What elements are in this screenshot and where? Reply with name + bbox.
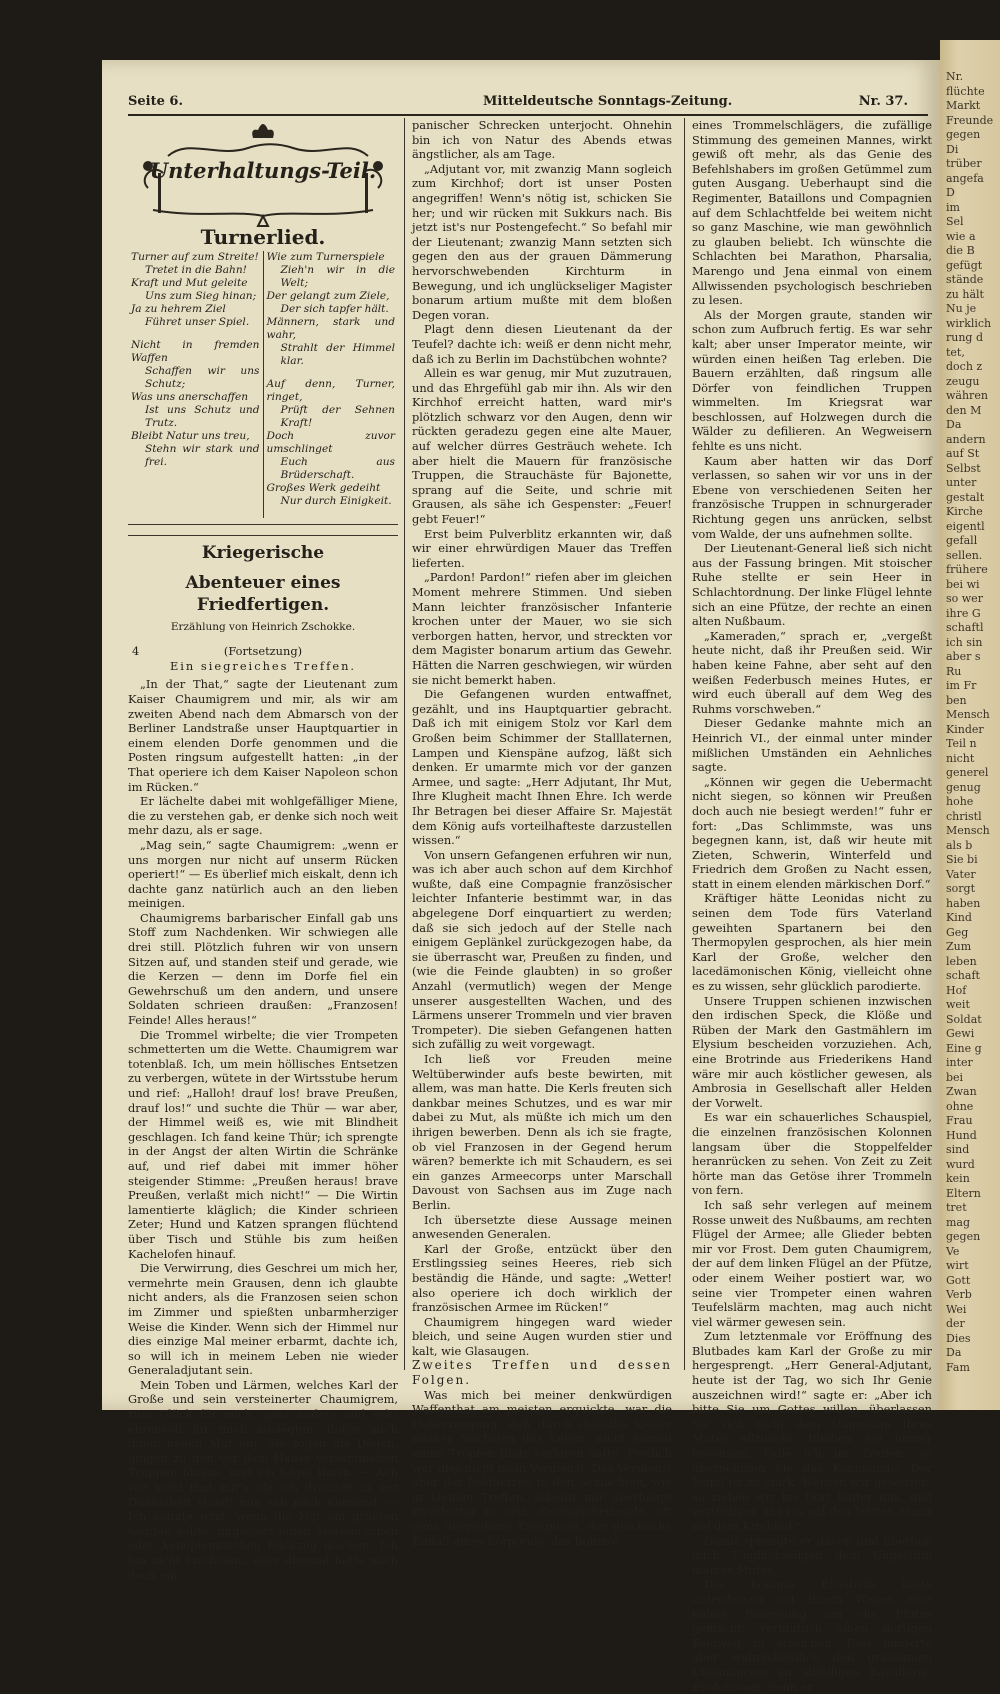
poem-line: Zieh'n wir in die Welt; bbox=[280, 263, 395, 289]
poem-line: Turner auf zum Streite! bbox=[131, 250, 259, 263]
section-ornament bbox=[128, 118, 398, 228]
next-page-fragment: stände bbox=[946, 273, 984, 286]
next-page-fragment: Vater bbox=[946, 867, 976, 881]
poem-line: Auf denn, Turner, ringet, bbox=[266, 377, 395, 403]
paragraph: „Kameraden,“ sprach er, „vergeßt heute nicht, daß ihr Preußen seid. Wir haben keine Fahne, aber seht auf den weißen Federbusch meines Hutes, er wird euch überall auf dem Weg des Ruhms vorschweben.“ bbox=[692, 628, 932, 716]
next-page-fragment: schaftl bbox=[946, 621, 984, 634]
paragraph: „Können wir gegen die Uebermacht nicht siegen, so können wir Preußen doch auch nie besiegt werden!“ fuhr er fort: „Das Schlimmste, was uns begegnen kann, ist, daß wir heute mit Zieten, Schwerin, Winterfeld und Friedrich dem Großen zu Nacht essen, statt in einem elenden märkischen Dorf.“ bbox=[692, 774, 932, 891]
next-page-fragment: unter bbox=[946, 476, 977, 489]
next-page-fragment: Eltern bbox=[946, 1186, 981, 1200]
poem-line: Doch zuvor umschlinget bbox=[266, 429, 395, 455]
next-page-fragment: Eine g bbox=[946, 1041, 982, 1055]
next-page-fragment: Frau bbox=[946, 1114, 973, 1127]
next-page-fragment: nicht bbox=[946, 751, 975, 765]
paragraph: panischer Schrecken unterjocht. Ohnehin bin ich von Natur des Abends etwas ängstlicher, als am Tage. bbox=[412, 118, 672, 162]
poem-line: Wie zum Turnerspiele bbox=[266, 250, 385, 263]
next-page-fragment: Teil n bbox=[946, 737, 977, 750]
next-page-fragment: gegen bbox=[946, 1230, 981, 1243]
poem-line: Der sich tapfer hält. bbox=[280, 302, 389, 315]
paragraph: Die Trommel wirbelte; die vier Trompeten schmetterten um die Wette. Chaumigrem war totenblaß. Ich, um mein höllisches Entsetzen zu verbergen, wütete in der Wirtsstube herum und rief: „Halloh! drauf los! brave Preußen, drauf los!“ und suchte die Thür — war aber, der Himmel weiß es, wie mit Blindheit geschlagen. Ich fand keine Thür; ich sprengte in der Angst der alten Wirtin die Schränke auf, und rief dabei mit immer höher steigender Stimme: „Preußen heraus! brave Preußen, verlaßt mich nicht!“ — Die Wirtin lamentierte kläglich; die Kinder schrieen Zeter; Hund und Katzen sprangen flüchtend über Tisch und Stühle bis zum heißen Kachelofen hinauf. bbox=[128, 1027, 398, 1261]
next-page-fragment: zeugu bbox=[946, 374, 980, 388]
paragraph: Kaum aber hatten wir das Dorf verlassen, so sahen wir vor uns in der Ebene von verschiedenen Seiten her französische Truppen in schnurgerader Richtung gegen uns anrücken, selbst vom Walde, der uns aufnehmen sollte. bbox=[692, 453, 932, 541]
next-page-fragment: ohne bbox=[946, 1099, 974, 1113]
poem-line: Der gelangt zum Ziele, bbox=[266, 289, 390, 302]
poem-stanza bbox=[131, 339, 260, 469]
next-page-fragment: Mensch bbox=[946, 708, 990, 721]
next-page-fragment: ihre G bbox=[946, 606, 981, 620]
paragraph: „Mag sein,“ sagte Chaumigrem: „wenn er uns morgen nur nicht auf unserm Rücken operiert!“ — Es überlief mich eiskalt, denn ich dachte ganz natürlich auch an den lieben meinigen. bbox=[128, 837, 398, 911]
next-page-fragment: Sie bi bbox=[946, 853, 978, 866]
poem-line: Was uns anerschaffen bbox=[131, 390, 249, 403]
next-page-fragment: inter bbox=[946, 1056, 973, 1069]
next-page-fragment: ich sin bbox=[946, 635, 983, 649]
next-page-fragment: leben bbox=[946, 954, 977, 968]
section-title: Unterhaltungs-Teil. bbox=[149, 158, 377, 183]
next-page-fragment: im bbox=[946, 200, 960, 214]
next-page-fragment: Zum bbox=[946, 940, 972, 953]
column-3-text bbox=[692, 118, 932, 1694]
paragraph: Er lächelte dabei mit wohlgefälliger Miene, die zu verstehen gab, er denke sich noch weit mehr dazu, als er sage. bbox=[128, 794, 398, 838]
next-page-fragment: Geg bbox=[946, 925, 969, 939]
next-page-fragment: währen bbox=[946, 389, 988, 402]
next-page-fragment: genug bbox=[946, 780, 981, 794]
next-page-fragment: weit bbox=[946, 998, 970, 1011]
next-page-fragment: Da bbox=[946, 418, 962, 431]
paragraph: Chaumigrem hingegen ward wieder bleich, und seine Augen wurden stier und kalt, wie Glasaugen. bbox=[412, 1314, 672, 1358]
next-page-fragment: tet, bbox=[946, 345, 965, 359]
next-page-fragment: Selbst bbox=[946, 461, 981, 475]
poem bbox=[128, 251, 398, 525]
continued-label: (Fortsetzung) bbox=[223, 644, 303, 659]
paragraph: Als der Morgen graute, standen wir schon zum Aufbruch fertig. Es war sehr kalt; aber unser Imperator meinte, wir würden einen heißen Tag erleben. Die Bauern erzählten, daß ringsum alle Dörfer von feindlichen Truppen wimmelten. Im Kriegsrat war beschlossen, auf Holzwegen durch die Wälder zu defilieren. An Wegweisern fehlte es uns nicht. bbox=[692, 307, 932, 454]
next-page-fragment: Mensch bbox=[946, 824, 990, 837]
next-page-fragment: gestalt bbox=[946, 490, 985, 504]
next-page-fragment: wie a bbox=[946, 229, 976, 243]
next-page-fragment: wirklich bbox=[946, 316, 992, 330]
poem-stanza bbox=[131, 251, 260, 329]
chapter-heading: Ein siegreiches Treffen. bbox=[169, 658, 357, 673]
paragraph: Unsere Truppen schienen inzwischen den irdischen Speck, die Klöße und Rüben der Mark den Gastmählern im Elysium bescheiden vorzuziehen. Ach, eine Brotrinde aus Friederikens Hand wäre mir auch köstlicher gewesen, als Ambrosia in Gesellschaft aller Helden der Vorwelt. bbox=[692, 993, 932, 1110]
paragraph: Karl der Große, entzückt über den Erstlingssieg seines Heeres, rieb sich beständig die Hände, und sagte: „Wetter! also operiere ich doch wirklich der französischen Armee im Rücken!“ bbox=[412, 1241, 672, 1315]
column-2 bbox=[412, 118, 672, 1548]
next-page-fragment: christl bbox=[946, 809, 982, 823]
column-1-text bbox=[128, 677, 398, 1582]
next-page-fragment: Markt bbox=[946, 99, 981, 112]
next-page-fragment: Gewi bbox=[946, 1027, 975, 1040]
next-page-fragment: Nu je bbox=[946, 302, 977, 315]
story-byline: Erzählung von Heinrich Zschokke. bbox=[170, 620, 356, 633]
story-title-line2: Abenteuer eines Friedfertigen. bbox=[185, 572, 341, 615]
next-page-fragment: wurd bbox=[946, 1157, 975, 1171]
poem-line: Ist uns Schutz und Trutz. bbox=[145, 403, 260, 429]
poem-column-left bbox=[128, 251, 263, 518]
next-page-fragment: auf St bbox=[946, 447, 980, 460]
next-page-fragment: andern bbox=[946, 432, 986, 446]
poem-line: Strahlt der Himmel klar. bbox=[280, 341, 395, 367]
installment-number: 4 bbox=[132, 644, 140, 659]
poem-line: Bleibt Natur uns treu, bbox=[131, 429, 250, 442]
next-page-fragment: den M bbox=[946, 403, 982, 417]
paragraph: Die Verwirrung, dies Geschrei um mich her, vermehrte mein Grausen, denn ich glaubte nicht anders, als die Franzosen seien schon im Zimmer und spießten unbarmherziger Weise die Kinder. Wenn sich der Himmel nur dies einzige Mal meiner erbarmt, dachte ich, so will ich in meinem Leben nie wieder Generaladjutant sein. bbox=[128, 1261, 398, 1378]
next-page-fragment: Freunde bbox=[946, 113, 994, 127]
paragraph: Der Lieutenant-General ließ sich nicht aus der Fassung bringen. Mit stoischer Ruhe stellte er sein Heer in Schlachtordnung. Der linke Flügel lehnte sich an eine Pfütze, der rechte an einen alten Nußbaum. bbox=[692, 541, 932, 629]
poem-line: Tretet in die Bahn! bbox=[145, 263, 247, 276]
next-page-fragment: sind bbox=[946, 1143, 970, 1156]
paragraph: Ich saß sehr verlegen auf meinem Rosse unweit des Nußbaums, am rechten Flügel der Armee; alle Glieder bebten mir vor Frost. Dem guten Chaumigrem, der auf dem linken Flügel an der Pfütze, oder einem Weiher postiert war, wo seine vier Trompeter einen wahren Teufelslärm machten, mag auch nicht viel wärmer gewesen sein. bbox=[692, 1197, 932, 1329]
poem-line: Führet unser Spiel. bbox=[145, 315, 250, 328]
story-title-line1: Kriegerische bbox=[128, 535, 398, 564]
next-page-fragment: Da bbox=[946, 1346, 962, 1359]
continuation-line bbox=[128, 644, 398, 659]
next-page-fragment: Ve bbox=[946, 1244, 960, 1258]
column-1 bbox=[128, 118, 398, 1582]
next-page-fragment: Sel bbox=[946, 215, 964, 228]
next-page-fragment: schaft bbox=[946, 969, 980, 982]
next-page-fragment: Zwan bbox=[946, 1085, 977, 1098]
next-page-fragment: Hund bbox=[946, 1128, 977, 1142]
next-page-fragment: der bbox=[946, 1317, 965, 1330]
next-page-fragment: Soldat bbox=[946, 1012, 982, 1026]
paragraph: Damit sprengte er davon und überließ mich Unglückseligen dem Ungestüm meines Mutes. bbox=[692, 1533, 932, 1577]
next-page-fragment: zu hält bbox=[946, 287, 984, 301]
poem-line: Nicht in fremden Waffen bbox=[131, 338, 260, 364]
next-page-fragment: D bbox=[946, 186, 955, 199]
paragraph: Mein Toben und Lärmen, welches Karl der Große und sein versteinerter Chaumigrem, zum Glück für mich, ganz anders und sehr ehrenvoll für mich auslegten, flößte auch ihnen neuen Mut ein. Sie zogen die Degen, gingen zu den vor dem Hause versammelten Truppen hinaus, und ich folgte ihnen. — Ach wie wohl that mir's, da ich draußen in der Dunkelheit stand! nun sah mich niemand. — Ich konnte jetzt, wenn die Not am größten werden sollte, ungestört einen Moreau'schen oder Xenophontischen Rückzug machen. Ich bin nicht furchtsam, aber diesmal hatte mich doch ein bbox=[128, 1377, 398, 1582]
next-page-fragment: sorgt bbox=[946, 882, 975, 895]
chapter-heading-2: Zweites Treffen und dessen Folgen. bbox=[412, 1358, 672, 1388]
next-page-fragment: gegen bbox=[946, 128, 981, 141]
next-page-fragment: Di bbox=[946, 142, 959, 156]
column-rule bbox=[404, 118, 405, 1370]
paragraph: Die Gefangenen wurden entwaffnet, gezählt, und ins Hauptquartier gebracht. Daß ich mit einigem Stolz vor Karl dem Großen beim Schimmer der Stalllaternen, Lampen und Kienspäne aufzog, läßt sich denken. Er umarmte mich vor der ganzen Armee, und sagte: „Herr Adjutant, Ihr Mut, Ihre Klugheit macht Ihnen Ehre. Ich werde Ihr Betragen bei dieser Affaire Sr. Majestät dem König aufs vorteilhafteste darzustellen wissen.“ bbox=[412, 687, 672, 848]
next-page-fragment: doch z bbox=[946, 360, 983, 373]
next-page-fragment: gefügt bbox=[946, 258, 983, 272]
next-page-fragment: rung d bbox=[946, 331, 984, 344]
poem-line: Großes Werk gedeiht bbox=[266, 481, 381, 494]
next-page-fragment: tret bbox=[946, 1201, 967, 1214]
next-page-fragment: wirt bbox=[946, 1259, 969, 1272]
next-page-fragment: sellen. bbox=[946, 548, 983, 562]
next-page-fragment: Verb bbox=[946, 1288, 972, 1301]
paragraph: Erst beim Pulverblitz erkannten wir, daß wir einer ehrwürdigen Mauer das Treffen lieferten. bbox=[412, 526, 672, 570]
next-page-fragment: kein bbox=[946, 1172, 970, 1185]
next-page-fragment: hohe bbox=[946, 795, 974, 808]
poem-title: Turnerlied. bbox=[200, 225, 326, 249]
poem-column-right bbox=[263, 251, 399, 518]
next-page-fragment: so wer bbox=[946, 592, 983, 605]
next-page-fragment: generel bbox=[946, 766, 989, 779]
next-page-edge bbox=[940, 40, 1000, 1410]
next-page-fragment: Kind bbox=[946, 911, 972, 924]
paragraph: Chaumigrems barbarischer Einfall gab uns Stoff zum Nachdenken. Wir schwiegen alle drei still. Plötzlich fuhren wir von unsern Sitzen auf, und standen steif und gerade, wie die Kerzen — denn im Dorfe fiel ein Gewehrschuß um den andern, und unsere Soldaten schrieen draußen: „Franzosen! Feinde! Alles heraus!“ bbox=[128, 910, 398, 1028]
next-page-fragment: trüber bbox=[946, 157, 982, 170]
paragraph: „In der That,“ sagte der Lieutenant zum Kaiser Chaumigrem und mir, als wir am zweiten Abend nach dem Abmarsch von der Berliner Landstraße unser Hauptquartier in einem elenden Dorfe genommen und die Posten ringsum aufgestellt hatten: „in der That operiere ich dem Kaiser Napoleon schon im Rücken.“ bbox=[128, 677, 398, 794]
paragraph: Die Königin Elisabeth hatte unterdessen mit ihrem Wagen eine kühne Bewegung um die Pfütze gemacht, vermutlich einen dortigen Feldweg zu erreichen. Dies hinderte aber wahrscheinlich den grausamen Chaumigrem an allfälligen Kavallerie-Evolutionen; denn er bbox=[692, 1577, 932, 1694]
page-number: Seite 6. bbox=[128, 94, 183, 109]
paragraph: „Pardon! Pardon!“ riefen aber im gleichen Moment mehrere Stimmen. Und sieben Mann leichter französischer Infanterie krochen unter der Mauer, wo sie sich verborgen hatten, hervor, und streckten vor dem Magister bonarum artium das Gewehr. Hätten die Narren geschwiegen, wir würden sie nicht bemerkt haben. bbox=[412, 570, 672, 687]
paragraph: Kräftiger hätte Leonidas nicht zu seinen dem Tode fürs Vaterland geweihten Spartanern bei den Thermopylen gesprochen, als hier mein Karl der Große, welcher den lacedämonischen König, vielleicht ohne es zu wissen, sehr glücklich parodierte. bbox=[692, 891, 932, 994]
poem-line: Euch aus Brüderschaft. bbox=[280, 455, 395, 481]
next-page-fragment: Fam bbox=[946, 1360, 970, 1374]
page-header bbox=[128, 92, 928, 116]
next-page-fragment: aber s bbox=[946, 650, 981, 663]
paragraph: Was mich bei meiner denkwürdigen Waffenthat am meisten erquickte, war die Ueberzeugung, daß durch dieselbe keiner meiner Nächsten das Leben, nicht einmal einen Tropfen Bluts verloren hatte. Freilich war dies nicht mein Verdienst. Das Verdienst aber der Feldherren in den Schlachten, wie in kleinen Treffen, scheint mir überhaupt zweideutig zu sein. Geringscheinende, oft ganz übersehene Ereignisse, der glückliche Einfall eines Korporals, das Bonmot bbox=[412, 1387, 673, 1548]
paragraph: Es war ein schauerliches Schauspiel, die einzelnen französischen Kolonnen langsam über die Stoppelfelder heranrücken zu sehen. Von Zeit zu Zeit hörte man das Getöse ihrer Trommeln von fern. bbox=[692, 1110, 932, 1198]
paragraph: Zum letztenmale vor Eröffnung des Blutbades kam Karl der Große zu mir hergesprengt. „Herr General-Adjutant, heute ist der Tag, wo sich Ihr Genie auszeichnen wird!“ sagte er: „Aber ich bitte Sie um Gottes willen, überlassen Sie sich nicht dem Ungestüm Ihres Mutes allzusehr. Bleiben Sie immer besonnen. Falle ich im Treffen, so übernehmen Sie das Kommando. Der Feind ist zu stark. Werden wir geworfen, so ziehen wir ins Dorf hinter uns, und verteidigen uns bis auf den letzten Mann auf dem Kirchhof.“ bbox=[692, 1329, 932, 1533]
column-2-text-after bbox=[412, 1388, 672, 1549]
next-page-fragment: haben bbox=[946, 896, 981, 910]
next-page-fragment: ben bbox=[946, 693, 967, 707]
poem-line: Ja zu hehrem Ziel bbox=[131, 302, 226, 315]
next-page-fragment: als b bbox=[946, 838, 973, 852]
poem-stanza bbox=[267, 251, 396, 368]
column-3 bbox=[692, 118, 932, 1694]
next-page-fragment: Ru bbox=[946, 664, 962, 678]
column-2-text bbox=[412, 118, 672, 1358]
newspaper-name: Mitteldeutsche Sonntags-Zeitung. bbox=[483, 94, 733, 109]
next-page-fragment: bei wi bbox=[946, 577, 980, 591]
poem-stanza bbox=[267, 378, 396, 508]
next-page-fragment: eigentl bbox=[946, 519, 985, 533]
next-page-fragment: die B bbox=[946, 244, 975, 257]
poem-line: Männern, stark und wahr, bbox=[266, 315, 395, 341]
paragraph: Allein es war genug, mir Mut zuzutrauen, und das Ehrgefühl gab mir ihn. Als wir den Kirchhof erreicht hatten, ward mir's plötzlich schwarz vor den Augen, denn wir rückten geradezu gegen eine alte Mauer, auf welcher dürres Gesträuch wehete. Ich aber hielt die Mauern für französische Truppen, die Strauchäste für Bajonette, sprang auf die Seite, und schrie mit Grausen, als sähe ich Gespenster: „Feuer! gebt Feuer!“ bbox=[412, 366, 672, 527]
next-page-fragment: mag bbox=[946, 1215, 971, 1229]
poem-line: Prüft der Sehnen Kraft! bbox=[280, 403, 395, 429]
poem-line: Kraft und Mut geleite bbox=[131, 276, 248, 289]
column-rule bbox=[684, 118, 685, 1370]
next-page-fragment: Dies bbox=[946, 1331, 971, 1345]
paragraph: Plagt denn diesen Lieutenant da der Teufel? dachte ich: weiß er denn nicht mehr, daß ich zu Berlin im Dachstübchen wohnte? bbox=[412, 322, 672, 366]
paragraph: Dieser Gedanke mahnte mich an Heinrich VI., der einmal unter minder mißlichen Umständen ein Aehnliches sagte. bbox=[692, 716, 932, 775]
next-page-fragment: im Fr bbox=[946, 679, 977, 692]
issue-number: Nr. 37. bbox=[858, 94, 908, 109]
next-page-fragment: gefall bbox=[946, 534, 978, 547]
next-page-fragment: angefa bbox=[946, 171, 984, 185]
next-page-fragment: Gott bbox=[946, 1273, 971, 1287]
poem-line: Uns zum Sieg hinan; bbox=[145, 289, 257, 302]
paragraph: Von unsern Gefangenen erfuhren wir nun, was ich aber auch schon auf dem Kirchhof wußte, daß eine Compagnie französischer leichter Infanterie bestimmt war, in das abgelegene Dorf einquartiert zu werden; daß sie sich jedoch auf der Stelle nach einigem Geplänkel zurückgezogen habe, da sie überrascht war, Preußen zu finden, und (wie die Feinde glaubten) in so großer Anzahl (vermutlich) wegen der Menge unserer ausgestellten Wachen, und des Lärmens unserer Trommeln und vier braven Trompeter). Die sieben Gefangenen hatten sich zufällig zu weit vorgewagt. bbox=[412, 847, 672, 1052]
next-page-fragment: Nr. bbox=[946, 70, 964, 83]
poem-line: Nur durch Einigkeit. bbox=[280, 494, 392, 507]
next-page-fragment: frühere bbox=[946, 563, 988, 576]
paragraph: eines Trommelschlägers, die zufällige Stimmung des gemeinen Mannes, wirkt gewiß oft mehr, als das Genie des Befehlshabers im großen Getümmel zum guten Ausgang. Ueberhaupt sind die Regimenter, Bataillons und Compagnien auf dem Schlachtfelde bei weitem nicht so ganz Maschine, wie man gewöhnlich zu glauben beliebt. Ich wünschte die Schlachten bei Marathon, Pharsalia, Marengo und Jena einmal von einem Allwissenden psychologisch beschrieben zu lesen. bbox=[692, 118, 932, 308]
next-page-fragment: Kirche bbox=[946, 505, 983, 518]
next-page-fragment: Wei bbox=[946, 1302, 967, 1316]
poem-line: Schaffen wir uns Schutz; bbox=[145, 364, 260, 390]
next-page-fragment: bei bbox=[946, 1070, 964, 1084]
paragraph: Ich ließ vor Freuden meine Weltüberwinder aufs beste bewirten, mit allem, was man hatte. Die Kerls freuten sich dankbar meines Schutzes, und es war mir dabei zu Mut, als müßte ich mich um den ihrigen bewerben. Denn als ich sie fragte, ob viel Franzosen in der Gegend herum wären? bemerkte ich mit Schaudern, es sei ein ganzes Armeecorps unter Marschall Davoust von Sachsen aus im Zuge nach Berlin. bbox=[412, 1052, 672, 1212]
poem-line: Stehn wir stark und frei. bbox=[145, 442, 260, 468]
next-page-fragment: Kinder bbox=[946, 722, 984, 736]
paragraph: Ich übersetzte diese Aussage meinen anwesenden Generalen. bbox=[412, 1212, 672, 1242]
next-page-fragment: Hof bbox=[946, 983, 967, 997]
paragraph: „Adjutant vor, mit zwanzig Mann sogleich zum Kirchhof; dort ist unser Posten angegriffen! Wenn's nötig ist, schicken Sie her; und wir rücken mit Sukkurs nach. Bis jetzt ist's nur Postengefecht.“ So befahl mir der Lieutenant; zwanzig Mann setzten sich gegen den aus der grauen Dämmerung hervorschwebenden Kirchturm in Bewegung, und ich unglückseliger Magister bonarum artium mußte mit dem bloßen Degen voran. bbox=[412, 161, 672, 322]
next-page-fragment: flüchte bbox=[946, 84, 985, 98]
